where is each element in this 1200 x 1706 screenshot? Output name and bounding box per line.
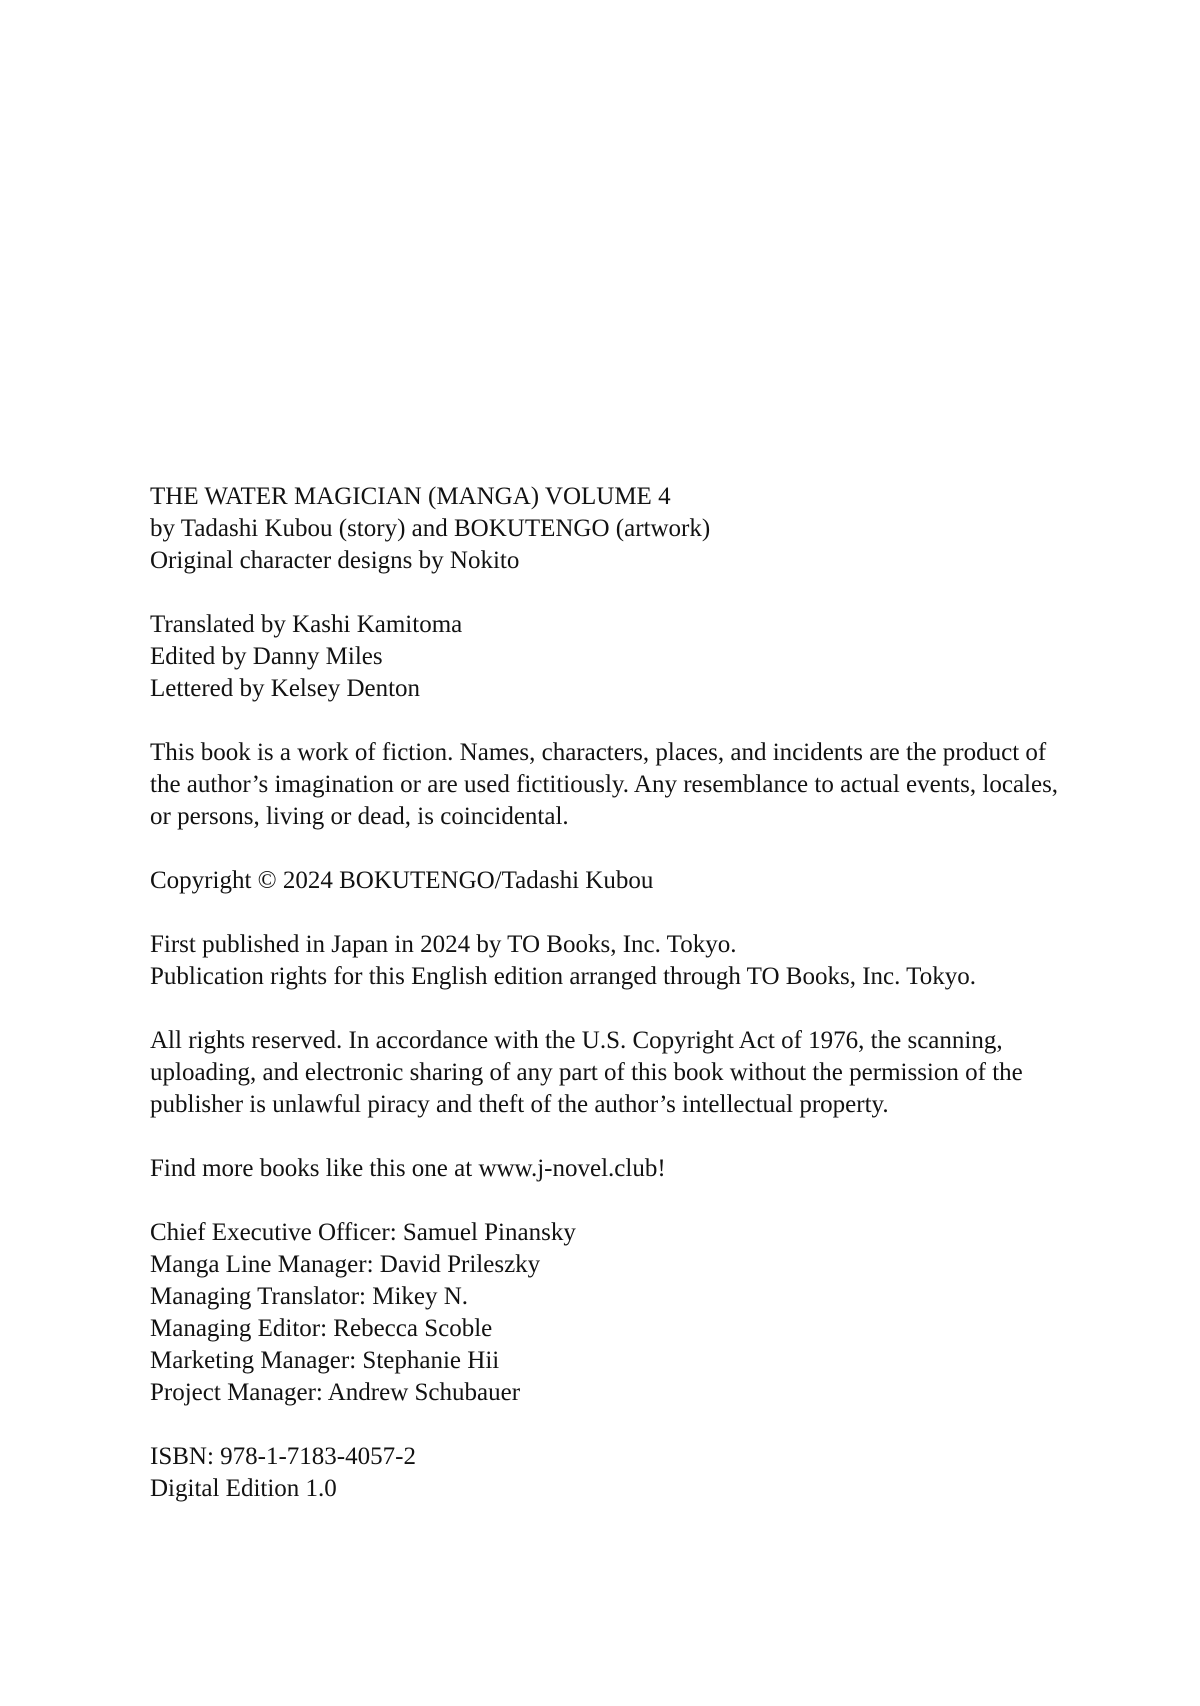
credits-block <box>150 609 1150 705</box>
rights-block <box>150 1025 1150 1121</box>
edition-block <box>150 1441 1150 1505</box>
copyright-block <box>150 865 1150 897</box>
disclaimer-line: This book is a work of fiction. Names, characters, places, and incidents are the product of <box>150 739 1047 766</box>
book-title: THE WATER MAGICIAN (MANGA) VOLUME 4 <box>150 483 671 510</box>
staff-block <box>150 1217 1150 1409</box>
rights-line: uploading, and electronic sharing of any part of this book without the permission of the <box>150 1059 1023 1086</box>
title-block <box>150 481 1150 577</box>
copyright-line: Copyright © 2024 BOKUTENGO/Tadashi Kubou <box>150 867 654 894</box>
promo-line: Find more books like this one at www.j-novel.club! <box>150 1155 666 1182</box>
colophon-text <box>150 481 1150 1505</box>
letterer-credit: Lettered by Kelsey Denton <box>150 675 421 702</box>
rights-line: All rights reserved. In accordance with the U.S. Copyright Act of 1976, the scanning, <box>150 1027 1003 1054</box>
project-manager-credit: Project Manager: Andrew Schubauer <box>150 1379 521 1406</box>
ceo-credit: Chief Executive Officer: Samuel Pinansky <box>150 1219 576 1246</box>
publication-block <box>150 929 1150 993</box>
managing-translator-credit: Managing Translator: Mikey N. <box>150 1283 469 1310</box>
manga-line-manager-credit: Manga Line Manager: David Prileszky <box>150 1251 541 1278</box>
digital-edition-line: Digital Edition 1.0 <box>150 1475 337 1502</box>
disclaimer-line: or persons, living or dead, is coincidental. <box>150 803 569 830</box>
managing-editor-credit: Managing Editor: Rebecca Scoble <box>150 1315 493 1342</box>
translator-credit: Translated by Kashi Kamitoma <box>150 611 463 638</box>
publication-rights-line: Publication rights for this English edition arranged through TO Books, Inc. Tokyo. <box>150 963 976 990</box>
disclaimer-line: the author’s imagination or are used fictitiously. Any resemblance to actual events, locales, <box>150 771 1059 798</box>
marketing-manager-credit: Marketing Manager: Stephanie Hii <box>150 1347 500 1374</box>
promo-block <box>150 1153 1150 1185</box>
author-byline: by Tadashi Kubou (story) and BOKUTENGO (artwork) <box>150 515 711 542</box>
rights-line: publisher is unlawful piracy and theft of the author’s intellectual property. <box>150 1091 889 1118</box>
first-published-line: First published in Japan in 2024 by TO Books, Inc. Tokyo. <box>150 931 737 958</box>
isbn-line: ISBN: 978-1-7183-4057-2 <box>150 1443 416 1470</box>
fiction-disclaimer <box>150 737 1150 833</box>
character-design-credit: Original character designs by Nokito <box>150 547 520 574</box>
editor-credit: Edited by Danny Miles <box>150 643 383 670</box>
